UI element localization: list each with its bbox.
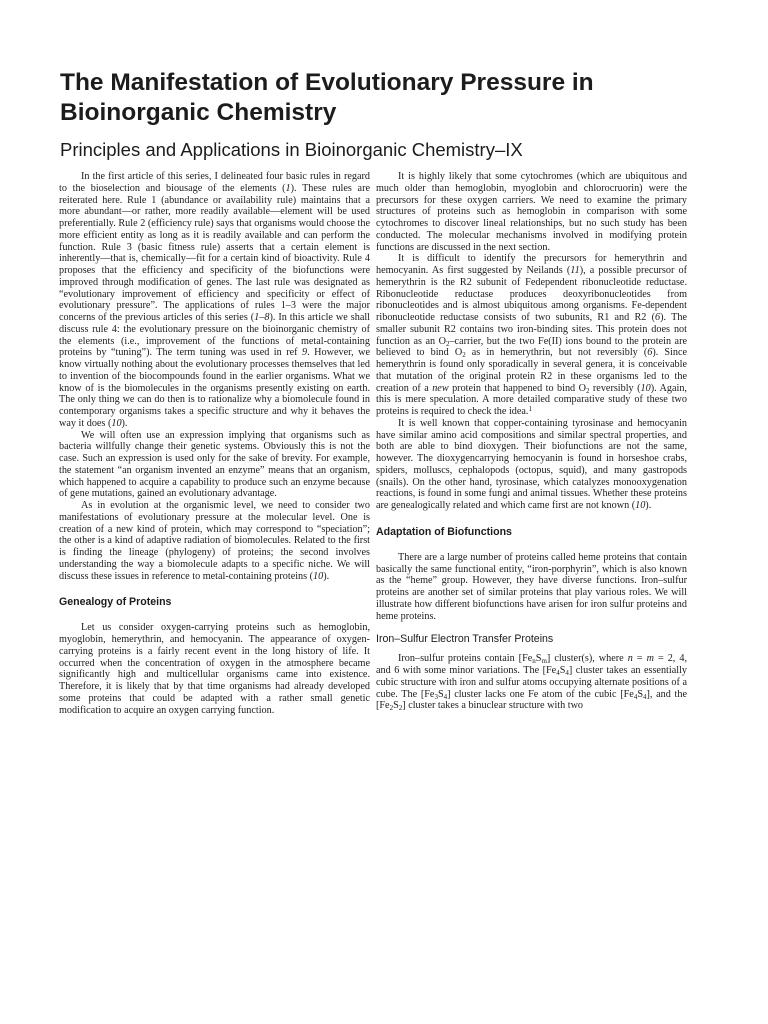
article-subtitle: Principles and Applications in Bioinorganic Chemistry–IX bbox=[60, 139, 523, 160]
citation: 10 bbox=[635, 500, 646, 511]
paragraph: As in evolution at the organismic level, we need to consider two manifestations of evolutionary pressure at the molecular level. One is creation of a new kind of protein, which may correspond to “speciation”; the other is a kind of adaptive radiation of biomolecules. Related to the first is finding the lineage (phylogeny) of proteins; the second involves understanding the way a biomolecule adapts to a specific niche. We will discuss these issues in reference to metal-containing proteins (10). bbox=[59, 500, 370, 582]
citation: 6 bbox=[655, 312, 661, 323]
article-title: The Manifestation of Evolutionary Pressure in Bioinorganic Chemistry bbox=[60, 69, 594, 126]
subsection-heading: Iron–Sulfur Electron Transfer Proteins bbox=[376, 633, 554, 646]
citation: 1–8 bbox=[254, 312, 270, 323]
citation: 1 bbox=[285, 182, 291, 194]
citation: 9 bbox=[302, 347, 308, 359]
paragraph: Let us consider oxygen-carrying proteins such as hemoglobin, myoglobin, hemerythrin, and hemocyanin. The appearance of oxygen-carrying proteins is a fairly recent event in the long history of life. It occurred when the concentration of oxygen in the atmosphere became significantly high and multicellular organisms came into existence. Therefore, it is likely that by that time organisms had already developed some proteins that could be adapted with a rather small genetic modification to acquire an oxygen carrying function. bbox=[59, 622, 370, 716]
left-column bbox=[59, 171, 370, 716]
citation: 10 bbox=[640, 382, 651, 394]
paragraph: It is highly likely that some cytochromes (which are ubiquitous and much older than hemoglobin, myoglobin and chlorocruorin) were the precursors for these oxygen carriers. We need to examine the primary structures of proteins such as hemoglobin in comparison with some cytochromes to discover lineal relationships, but no such study has been conducted. The molecular mechanisms involved in modifying protein functions are discussed in the next section. bbox=[376, 171, 687, 253]
paragraph: Iron–sulfur proteins contain $[Fe_nS_m]$ cluster(s), where n = m = 2, 4, and 6 with some minor variations. The $[Fe_4S_4]$ cluster takes an essentially cubic structure with iron and sulfur atoms occupying alternate positions of a cube. The $[Fe_3S_4]$ cluster lacks one Fe atom of the cubic $[Fe_4S_4]$, and the $[Fe_2S_2]$ cluster takes a binuclear structure with two bbox=[376, 653, 687, 713]
paragraph: We will often use an expression implying that organisms such as bacteria willfully change their genetic systems. Obviously this is not the case. Such an expression is used only for the sake of brevity. For example, the statement “an organism invented an enzyme” means that an organism, which happened to acquire a capability to produce such an enzyme because of gene mutations, gained an evolutionary advantage. bbox=[59, 429, 370, 500]
paragraph: In the first article of this series, I delineated four basic rules in regard to the bioselection and biousage of the elements (1). These rules are reiterated here. Rule 1 (abundance or availability rule) maintains that a more abundant—or rather, more readily available—element will be used preferentially. Rule 2 (efficiency rule) says that organisms would choose the more efficient entity as long as it is readily available and can perform the function. Rule 3 (basic fitness rule) asserts that a certain element is inherently—that is, chemically—fit for a certain kind of bioactivity. Rule 4 proposes that the efficiency and specificity of the biofunctions were improved through modification of genes. The last rule was designated as “evolutionary improvement of efficiency and specificity or effect of evolutionary pressure”. The applications of rules 1–3 were the major concerns of the previous articles of this series (1–8). In this article we shall discuss rule 4: the evolutionary pressure on the bioinorganic chemistry of the elements (i.e., improvement of the functions of metal-containing proteins by “tuning”). The term tuning was used in ref 9. However, we know virtually nothing about the evolutionary processes themselves that led to invention of the biocompounds found in the earlier organisms. What we know of is the biomolecules in the organisms presently existing on earth. The only thing we can do then is to rationalize why a biomolecule found in contemporary organisms takes a specific structure and why it behaves the way it does (10). bbox=[59, 171, 371, 429]
paragraph: It is well known that copper-containing tyrosinase and hemocyanin have similar amino acid compositions and similar spectral properties, and both are able to bind dioxygen. Their biofunctions are not the same, however. The dioxygencarrying hemocyanin is found in horseshoe crabs, spiders, molluscs, cephalopods (octopus, squid), and many gastropods (snails). On the other hand, tyrosinase, which catalyzes monooxygenation reactions, is found in some fungi and animal tissues. Whether these proteins are genealogically related and which came first are not known (10). bbox=[376, 417, 687, 511]
right-column bbox=[376, 171, 687, 712]
citation: 6 bbox=[647, 347, 653, 359]
citation: 10 bbox=[111, 417, 122, 429]
citation: 10 bbox=[313, 570, 324, 582]
footnote-marker: 1 bbox=[528, 405, 532, 413]
paragraph: It is difficult to identify the precursors for hemerythrin and hemocyanin. As first suggested by Neilands (11), a possible precursor of hemerythrin is the R2 subunit of Fedependent ribonucleotide reductase. Ribonucleotide reductase produces deoxyribonucleotides from ribonucleotides and is almost ubiquitous among organisms. Fe-dependent ribonucleotide reductase consists of two subunits, R1 and R2 (6). The smaller subunit R2 contains two iron-binding sites. This protein does not function as an $O_2$–carrier, but the two Fe(II) ions bound to the protein are believed to bind $O_2$ as in hemerythrin, but not reversibly (6). Since hemerythrin is found only sporadically in several genera, it is conceivable that mutation of the original protein R2 in these organisms led to the creation of a new protein that happened to bind $O_2$ reversibly (10). Again, this is mere speculation. A more detailed comparative study of these two proteins is required to check the idea.$^1$ bbox=[376, 253, 688, 417]
section-heading: Adaptation of Biofunctions bbox=[376, 525, 512, 538]
citation: 11 bbox=[570, 265, 580, 276]
section-heading: Genealogy of Proteins bbox=[59, 596, 172, 609]
paragraph: There are a large number of proteins called heme proteins that contain basically the same functional entity, “iron-porphyrin”, which is also known as the “heme” group. However, they have diverse functions. Iron–sulfur proteins are another set of similar proteins that play various roles. We will illustrate how different biofunctions have arisen for iron sulfur proteins and heme proteins. bbox=[376, 551, 687, 622]
